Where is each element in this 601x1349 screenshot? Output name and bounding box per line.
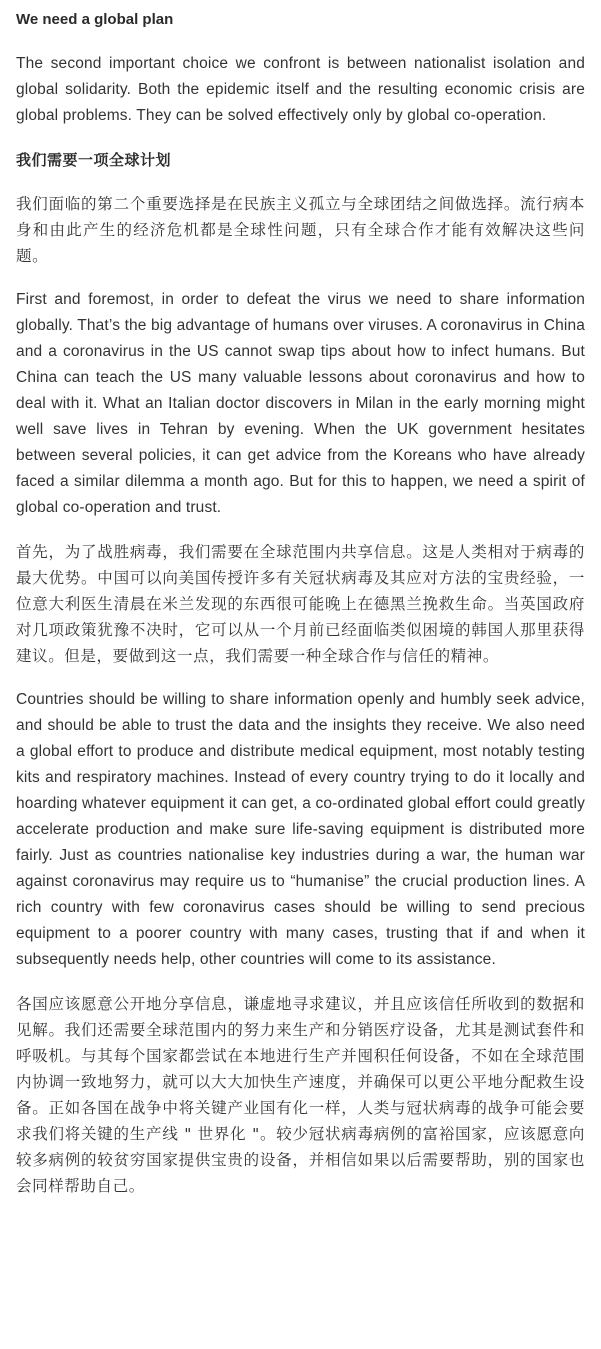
paragraph-english-2: First and foremost, in order to defeat the virus we need to share information globally. That’s the big advantage of humans over viruses. A coronavirus in China and a coronavirus in the US cannot swap tips about how to infect humans. But China can teach the US many valuable lessons about coronavirus and how to deal with it. What an Italian doctor discovers in Milan in the early morning might well save lives in Tehran by evening. When the UK government hesitates between several policies, it can get advice from the Koreans who have already faced a similar dilemma a month ago. But for this to happen, we need a spirit of global co-operation and trust.: [16, 291, 585, 516]
paragraph-english-3: Countries should be willing to share information openly and humbly seek advice, and should be able to trust the data and the insights they receive. We also need a global effort to produce and distribute medical equipment, most notably testing kits and respiratory machines. Instead of every country trying to do it locally and hoarding whatever equipment it can get, a co-ordinated global effort could greatly accelerate production and make sure life-saving equipment is distributed more fairly. Just as countries nationalise key industries during a war, the human war against coronavirus may require us to “humanise” the crucial production lines. A rich country with few coronavirus cases should be willing to send precious equipment to a poorer country with many cases, trusting that if and when it subsequently needs help, other countries will come to its assistance.: [16, 691, 585, 968]
paragraph-english-1: The second important choice we confront is between nationalist isolation and global solidarity. Both the epidemic itself and the resulting economic crisis are global problems. They can be solved effectively only by global co-operation.: [16, 55, 585, 124]
paragraph-chinese-1: 我们面临的第二个重要选择是在民族主义孤立与全球团结之间做选择。流行病本身和由此产生的经济危机都是全球性问题，只有全球合作才能有效解决这些问题。: [16, 195, 585, 265]
heading-chinese: 我们需要一项全球计划: [16, 151, 172, 169]
paragraph-chinese-3: 各国应该愿意公开地分享信息，谦虚地寻求建议，并且应该信任所收到的数据和见解。我们还需要全球范围内的努力来生产和分销医疗设备，尤其是测试套件和呼吸机。与其每个国家都尝试在本地进行生产并囤积任何设备，不如在全球范围内协调一致地努力，就可以大大加快生产速度，并确保可以更公平地分配救生设备。正如各国在战争中将关键产业国有化一样，人类与冠状病毒的战争可能会要求我们将关键的生产线 " 世界化 "。较少冠状病毒病例的富裕国家，应该愿意向较多病例的较贫穷国家提供宝贵的设备，并相信如果以后需要帮助，别的国家也会同样帮助自己。: [16, 995, 585, 1195]
heading-english: We need a global plan: [16, 11, 174, 28]
paragraph-chinese-2: 首先，为了战胜病毒，我们需要在全球范围内共享信息。这是人类相对于病毒的最大优势。中国可以向美国传授许多有关冠状病毒及其应对方法的宝贵经验，一位意大利医生清晨在米兰发现的东西很可能晚上在德黑兰挽救生命。当英国政府对几项政策犹豫不决时，它可以从一个月前已经面临类似困境的韩国人那里获得建议。但是，要做到这一点，我们需要一种全球合作与信任的精神。: [16, 543, 585, 665]
